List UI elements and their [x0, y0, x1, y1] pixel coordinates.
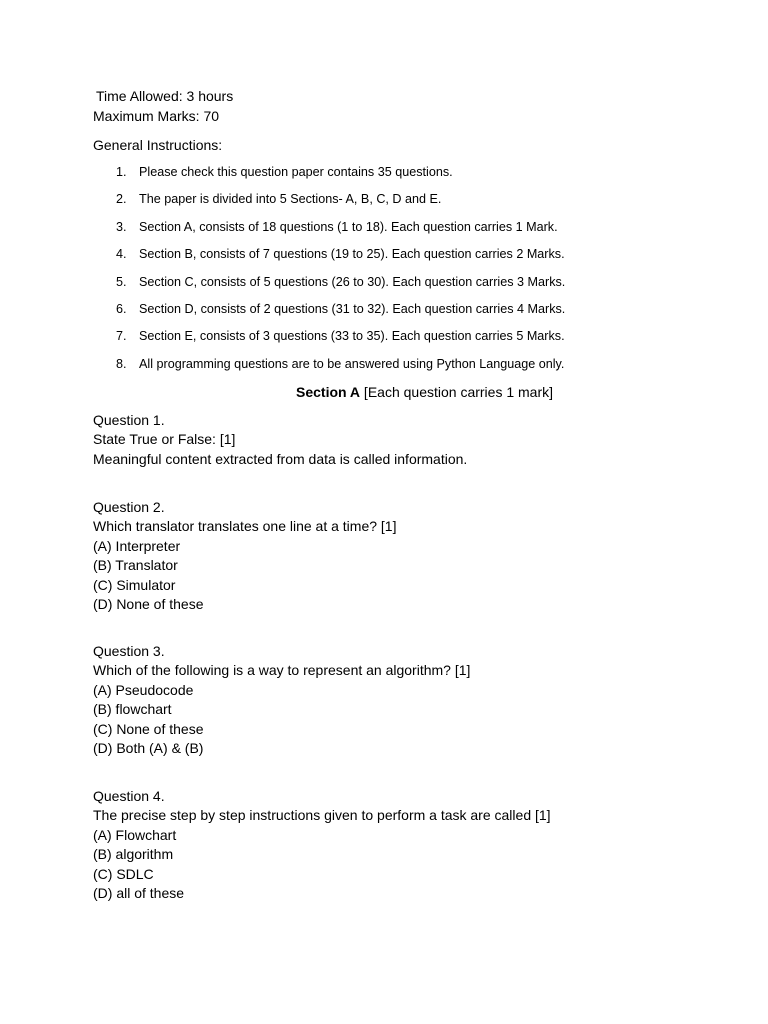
instruction-item [116, 163, 565, 190]
instruction-text: Section D, consists of 2 questions (31 to 32). Each question carries 4 Marks. [139, 301, 566, 316]
instruction-number: 5. [116, 274, 127, 289]
question-1 [93, 411, 467, 469]
question-label: Question 4. [93, 788, 165, 804]
instruction-number: 1. [116, 165, 127, 179]
option-c: (C) None of these [93, 720, 204, 737]
instruction-text: Please check this question paper contains 35 questions. [139, 165, 453, 179]
paper-header [93, 87, 233, 126]
instruction-text: Section E, consists of 3 questions (33 to 35). Each question carries 5 Marks. [139, 329, 565, 344]
question-line: Meaningful content extracted from data is called information. [93, 450, 468, 467]
instruction-text: Section C, consists of 5 questions (26 to 30). Each question carries 3 Marks. [139, 274, 566, 289]
general-instructions-title: General Instructions: [93, 137, 223, 153]
instruction-item [116, 273, 565, 300]
option-b: (B) Translator [93, 557, 178, 574]
instruction-text: All programming questions are to be answered using Python Language only. [139, 356, 565, 371]
instruction-number: 2. [116, 192, 127, 207]
instruction-item [116, 190, 565, 217]
instruction-number: 4. [116, 247, 127, 262]
section-a-heading [296, 383, 553, 402]
question-label: Question 1. [93, 412, 165, 428]
maximum-marks: Maximum Marks: 70 [93, 107, 220, 124]
instruction-item [116, 245, 565, 272]
option-b: (B) flowchart [93, 701, 172, 718]
option-d: (D) Both (A) & (B) [93, 739, 204, 756]
instruction-text: Section B, consists of 7 questions (19 to 25). Each question carries 2 Marks. [139, 247, 565, 262]
question-4 [93, 787, 551, 903]
instruction-text: The paper is divided into 5 Sections- A, B, C, D and E. [139, 192, 442, 207]
option-c: (C) Simulator [93, 576, 176, 593]
question-label: Question 2. [93, 499, 165, 515]
option-a: (A) Interpreter [93, 537, 181, 554]
option-c: (C) SDLC [93, 865, 154, 882]
option-b: (B) algorithm [93, 846, 174, 863]
instruction-number: 3. [116, 219, 127, 234]
section-a-note: [Each question carries 1 mark] [360, 384, 554, 400]
option-a: (A) Flowchart [93, 826, 177, 843]
question-3 [93, 642, 470, 758]
question-label: Question 3. [93, 643, 165, 659]
instruction-number: 8. [116, 356, 127, 371]
question-prompt: State True or False: [1] [93, 431, 236, 448]
instruction-text: Section A, consists of 18 questions (1 to 18). Each question carries 1 Mark. [139, 219, 558, 234]
instruction-item [116, 300, 565, 327]
instruction-item [116, 218, 565, 245]
instruction-item [116, 355, 565, 382]
question-prompt: Which translator translates one line at a time? [1] [93, 518, 397, 535]
instruction-number: 6. [116, 301, 127, 316]
question-prompt: The precise step by step instructions given to perform a task are called [1] [93, 807, 551, 824]
option-d: (D) None of these [93, 595, 204, 612]
time-allowed: Time Allowed: 3 hours [96, 88, 234, 104]
section-a-label: Section A [296, 384, 361, 400]
instruction-number: 7. [116, 329, 127, 344]
instructions-list [116, 163, 565, 382]
option-a: (A) Pseudocode [93, 681, 194, 698]
question-2 [93, 498, 396, 614]
option-d: (D) all of these [93, 884, 185, 901]
instruction-item [116, 327, 565, 354]
question-prompt: Which of the following is a way to represent an algorithm? [1] [93, 662, 471, 679]
